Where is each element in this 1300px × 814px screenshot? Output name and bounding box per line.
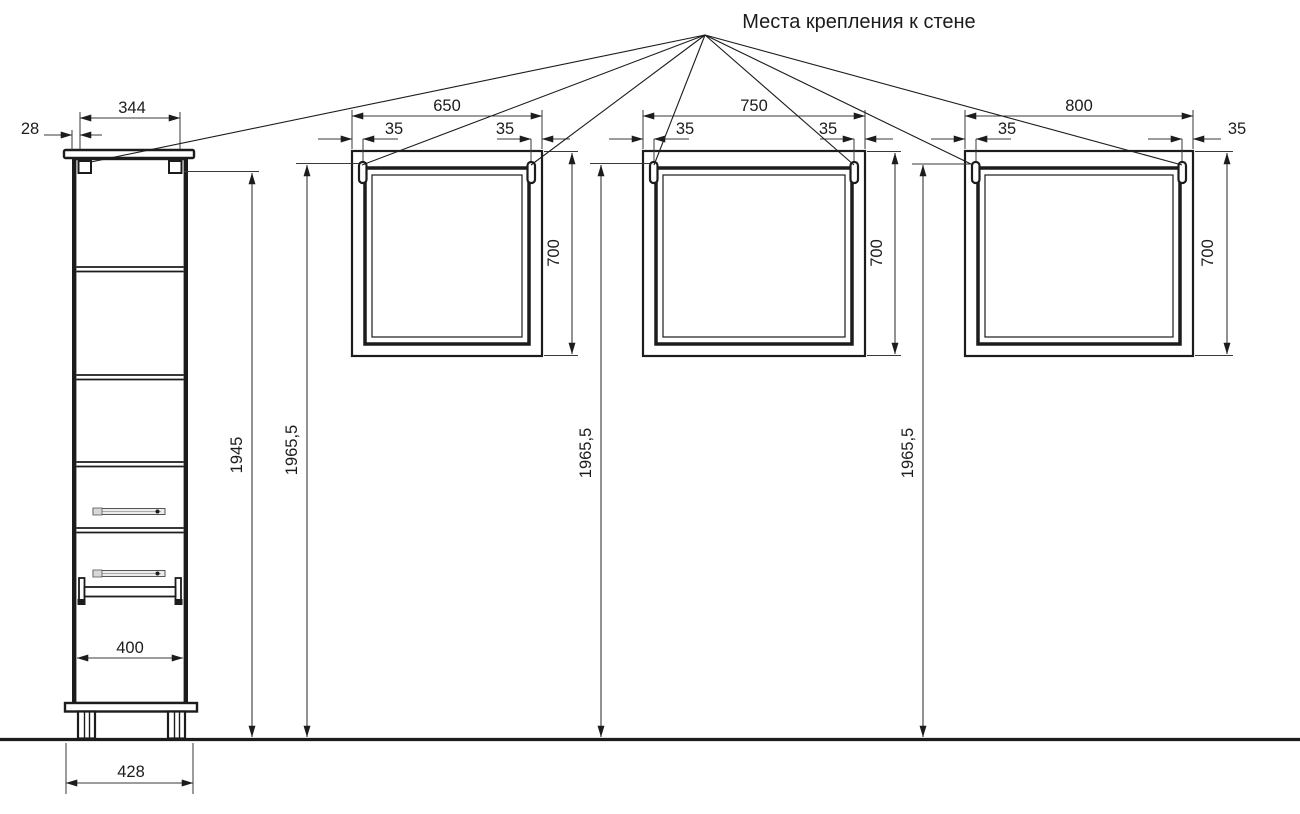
- dim-label-1965-5: 1965,5: [899, 427, 917, 479]
- leader-line-mirror650-right-hook: [531, 35, 705, 165]
- dim-label-1965-5: 1965,5: [577, 427, 595, 479]
- handle-screw: [156, 510, 160, 514]
- dim-label-700: 700: [545, 239, 563, 267]
- dim-label-750: 750: [740, 97, 768, 115]
- cabinet-leg-right: [168, 712, 185, 739]
- dim-label-700: 700: [868, 239, 886, 267]
- dim-label-35: 35: [1227, 120, 1247, 138]
- wall-bracket-right: [169, 161, 182, 173]
- leg: [78, 712, 95, 739]
- dim-label-35: 35: [675, 120, 695, 138]
- dim-label-35: 35: [384, 120, 404, 138]
- dim-label-344: 344: [118, 99, 146, 117]
- dim-label-35: 35: [495, 120, 515, 138]
- mirror-inner-frame: [365, 168, 529, 344]
- drawer-handle-bottom: [93, 570, 165, 577]
- leader-line-mirror800-right-hook: [705, 35, 1182, 165]
- niche-foot-right: [175, 599, 183, 605]
- wall-bracket-left: [79, 161, 92, 173]
- cabinet-leg-left: [78, 712, 95, 739]
- dim-label-1965-5: 1965,5: [283, 424, 301, 476]
- mirror-inner-frame: [978, 168, 1180, 344]
- leader-line-cabinet-bracket: [91, 35, 705, 162]
- handle-screw: [156, 572, 160, 576]
- niche-shelf: [85, 587, 176, 597]
- wall-mount-callout: [91, 11, 1182, 165]
- leader-line-mirror750-right-hook: [705, 35, 854, 165]
- drawer-handle-top: [93, 508, 165, 515]
- mount-hook-right: [851, 162, 859, 183]
- mount-hook-left: [650, 162, 658, 183]
- dim-label-35: 35: [818, 120, 838, 138]
- handle-endcap: [93, 508, 102, 515]
- dim-label-428: 428: [117, 763, 145, 781]
- dim-label-1945: 1945: [228, 436, 246, 474]
- mirror-800: [965, 151, 1193, 356]
- mirror-inner-frame: [656, 168, 852, 344]
- mount-hook-left: [972, 162, 980, 183]
- dim-label-35: 35: [997, 120, 1017, 138]
- niche-foot-left: [78, 599, 86, 605]
- mount-hook-right: [1179, 162, 1187, 183]
- mirror-650: [352, 151, 542, 356]
- cabinet-body: [74, 158, 186, 704]
- leg: [168, 712, 185, 739]
- dim-label-700: 700: [1199, 239, 1217, 267]
- mirror-750: [643, 151, 865, 356]
- handle-endcap: [93, 570, 102, 577]
- dim-label-28: 28: [20, 120, 40, 138]
- dim-label-650: 650: [433, 97, 461, 115]
- dim-label-800: 800: [1065, 97, 1093, 115]
- dim-label-400: 400: [116, 639, 144, 657]
- drawing-title: Места крепления к стене: [742, 11, 976, 33]
- cabinet-base: [65, 703, 197, 712]
